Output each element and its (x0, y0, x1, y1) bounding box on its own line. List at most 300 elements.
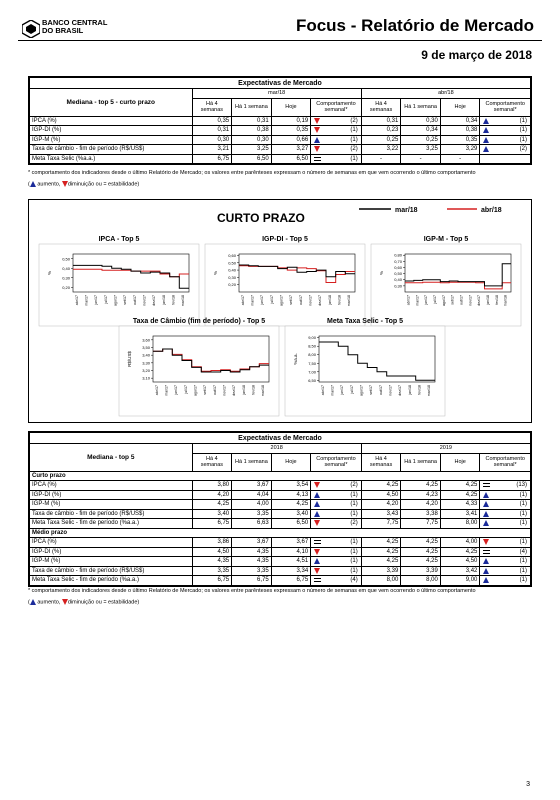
table-row (30, 557, 531, 567)
table-title: Expectativas de Mercado (30, 78, 531, 89)
chart-title: Taxa de Câmbio (fim de período) - Top 5 (132, 318, 266, 325)
plot-area (239, 254, 355, 292)
chart-title: IPCA - Top 5 (98, 236, 140, 243)
indicator-label: IGP-DI (%) (30, 547, 193, 557)
value-cell: - (401, 154, 441, 164)
table-row (30, 538, 531, 548)
x-tick-label: fev/18 (251, 385, 256, 395)
short-term-table (28, 76, 532, 165)
table-row (30, 509, 531, 519)
value-cell: 7,75 (401, 519, 441, 529)
indicator-label: IGP-M (%) (30, 135, 193, 145)
weekly-trend-cell: (1) (480, 490, 531, 500)
x-tick-label: mai/17 (84, 295, 89, 306)
x-tick-label: out/17 (212, 385, 217, 395)
value-cell: 0,30 (232, 135, 272, 145)
value-cell: 4,25 (440, 481, 480, 491)
indicator-label: IGP-DI (%) (30, 490, 193, 500)
weekly-trend-cell: (4) (311, 576, 362, 586)
x-tick-label: mar/18 (347, 295, 352, 307)
value-cell: 4,25 (401, 481, 441, 491)
value-cell: 3,34 (271, 566, 311, 576)
page-title: Focus - Relatório de Mercado (295, 16, 534, 35)
table-row (30, 145, 531, 155)
value-cell: 3,25 (232, 145, 272, 155)
y-tick-label: 0,40 (228, 267, 236, 273)
y-axis-label: R$/US$ (127, 351, 132, 367)
value-cell: 0,38 (440, 126, 480, 136)
weekly-trend-cell: (1) (311, 490, 362, 500)
value-cell: 6,75 (271, 576, 311, 586)
value-cell: 4,10 (271, 547, 311, 557)
charts-title: CURTO PRAZO (217, 211, 305, 225)
value-cell: 3,21 (192, 145, 232, 155)
table-row (30, 116, 531, 126)
value-cell: 4,25 (192, 500, 232, 510)
decrease-icon (314, 146, 320, 152)
table-row (30, 547, 531, 557)
weekly-trend-cell: (2) (311, 481, 362, 491)
table1-legend: ( aumento, diminuição ou = estabilidade) (28, 181, 140, 188)
indicator-label: IPCA (%) (30, 116, 193, 126)
x-tick-label: jun/17 (260, 295, 265, 305)
increase-icon (483, 492, 489, 498)
value-cell: 0,35 (440, 135, 480, 145)
value-cell: 0,34 (440, 116, 480, 126)
weekly-trend-cell: (1) (311, 126, 362, 136)
x-tick-label: abr/17 (320, 385, 325, 396)
value-cell: 4,25 (361, 547, 401, 557)
stable-icon (483, 550, 490, 554)
y-tick-label: 7,50 (308, 360, 316, 366)
value-cell: 0,35 (192, 116, 232, 126)
x-tick-label: dez/17 (318, 295, 323, 306)
column-header: Hoje (440, 98, 480, 116)
chart-title: IGP-DI - Top 5 (262, 236, 308, 243)
table-row (30, 490, 531, 500)
value-cell: 4,25 (440, 490, 480, 500)
value-cell: 4,25 (440, 547, 480, 557)
increase-icon (483, 511, 489, 517)
weekly-trend-cell: (1) (480, 116, 531, 126)
x-tick-label: abr/17 (74, 295, 79, 306)
weekly-trend-cell: (1) (480, 509, 531, 519)
weekly-trend-cell: (1) (480, 519, 531, 529)
x-tick-label: nov/17 (222, 385, 227, 396)
value-cell: 4,50 (440, 557, 480, 567)
x-tick-label: abr/17 (154, 385, 159, 396)
column-header: Comportamento semanal* (480, 453, 531, 471)
y-tick-label: 6,50 (308, 377, 316, 383)
y-tick-label: 3,40 (142, 352, 150, 358)
column-header: Comportamento semanal* (480, 98, 531, 116)
x-tick-label: jul/17 (183, 385, 188, 394)
value-cell: 3,39 (401, 566, 441, 576)
y-tick-label: 0,50 (62, 256, 70, 262)
x-tick-label: set/17 (203, 385, 208, 395)
increase-icon (314, 501, 320, 507)
value-cell: 0,66 (271, 135, 311, 145)
chart-title: Meta Taxa Selic - Top 5 (327, 318, 403, 325)
value-cell: 6,63 (232, 519, 272, 529)
weekly-trend-cell: (2) (311, 519, 362, 529)
value-cell: 6,75 (192, 154, 232, 164)
weekly-trend-cell: (1) (480, 126, 531, 136)
weekly-trend-cell: (1) (480, 557, 531, 567)
org-name-line2: DO BRASIL (42, 26, 84, 35)
value-cell: 7,75 (361, 519, 401, 529)
x-tick-label: out/17 (298, 295, 303, 305)
stable-icon (314, 157, 321, 161)
value-cell: 3,35 (192, 566, 232, 576)
value-cell: 3,80 (192, 481, 232, 491)
value-cell: 4,23 (401, 490, 441, 500)
value-cell: 4,25 (401, 547, 441, 557)
year-header: 2019 (361, 444, 530, 454)
x-tick-label: mai/17 (250, 295, 255, 306)
plot-area (153, 336, 269, 382)
x-tick-label: ago/17 (279, 295, 284, 306)
value-cell: 0,31 (192, 126, 232, 136)
x-tick-label: out/17 (378, 385, 383, 395)
y-tick-label: 9,00 (308, 335, 316, 341)
y-tick-label: 3,30 (142, 360, 150, 366)
value-cell: 3,43 (361, 509, 401, 519)
x-tick-label: mar/18 (181, 295, 186, 307)
indicator-label: IGP-DI (%) (30, 126, 193, 136)
x-tick-label: jan/18 (161, 295, 166, 305)
indicator-label: IPCA (%) (30, 538, 193, 548)
indicator-label: Taxa de câmbio - fim de período (R$/US$) (30, 145, 193, 155)
x-tick-label: jul/17 (432, 295, 437, 304)
value-cell: 4,25 (401, 557, 441, 567)
stable-icon (314, 578, 321, 582)
value-cell: 0,34 (401, 126, 441, 136)
column-header: Há 4 semanas (361, 453, 401, 471)
table1-footnote: * comportamento dos indicadores desde o último Relatório de Mercado; os valores entre parênteses expressam o número de semanas em que vem ocorrendo o último comportamento (28, 170, 476, 176)
indicator-label: IGP-M (%) (30, 500, 193, 510)
indicator-label: Meta Taxa Selic - fim de período (%a.a.) (30, 519, 193, 529)
weekly-trend-cell: (1) (311, 557, 362, 567)
column-header: Há 4 semanas (192, 453, 232, 471)
decrease-icon (314, 549, 320, 555)
y-tick-label: 0,30 (394, 283, 402, 289)
y-tick-label: 0,60 (394, 264, 402, 270)
value-cell: 0,35 (271, 126, 311, 136)
weekly-trend-cell: (2) (311, 145, 362, 155)
row-header: Mediana - top 5 - curto prazo (30, 89, 193, 117)
x-tick-label: ago/17 (113, 295, 118, 306)
value-cell: 4,35 (232, 557, 272, 567)
value-cell: 3,35 (232, 566, 272, 576)
weekly-trend-cell: (13) (480, 481, 531, 491)
x-tick-label: out/17 (459, 295, 464, 305)
period-header: mar/18 (192, 89, 361, 99)
weekly-trend-cell: (1) (311, 500, 362, 510)
table-row (30, 519, 531, 529)
weekly-trend-cell: (1) (311, 509, 362, 519)
y-tick-label: 3,10 (142, 375, 150, 381)
value-cell: 6,50 (232, 154, 272, 164)
indicator-label: Meta Taxa Selic (%a.a.) (30, 154, 193, 164)
value-cell: 3,38 (401, 509, 441, 519)
decrease-icon (314, 568, 320, 574)
x-tick-label: dez/17 (398, 385, 403, 396)
x-tick-label: out/17 (132, 295, 137, 305)
x-tick-label: set/17 (450, 295, 455, 305)
value-cell: 3,42 (440, 566, 480, 576)
value-cell: 0,23 (361, 126, 401, 136)
report-date: 9 de março de 2018 (421, 48, 532, 62)
x-tick-label: ago/17 (441, 295, 446, 306)
x-tick-label: dez/17 (477, 295, 482, 306)
table-row (30, 135, 531, 145)
increase-icon (483, 146, 489, 152)
medium-term-table (28, 431, 532, 587)
value-cell: 3,67 (232, 481, 272, 491)
value-cell: 4,00 (232, 500, 272, 510)
weekly-trend-cell: (2) (480, 145, 531, 155)
column-header: Há 1 semana (232, 453, 272, 471)
row-header: Mediana - top 5 (30, 444, 193, 472)
x-tick-label: fev/18 (417, 385, 422, 395)
value-cell: 3,67 (232, 538, 272, 548)
charts-panel (28, 199, 532, 423)
x-tick-label: ago/17 (359, 385, 364, 396)
value-cell: 6,75 (232, 576, 272, 586)
x-tick-label: abr/17 (406, 295, 411, 306)
x-tick-label: jan/18 (241, 385, 246, 395)
table-row (30, 500, 531, 510)
x-tick-label: ago/17 (193, 385, 198, 396)
value-cell: 3,54 (271, 481, 311, 491)
value-cell: 4,25 (361, 538, 401, 548)
y-tick-label: 0,70 (394, 258, 402, 264)
increase-icon (483, 501, 489, 507)
y-axis-label: % (47, 270, 52, 276)
column-header: Há 1 semana (401, 98, 441, 116)
value-cell: 4,00 (440, 538, 480, 548)
decrease-icon (483, 539, 489, 545)
value-cell: 6,75 (192, 576, 232, 586)
value-cell: 4,20 (401, 500, 441, 510)
decrease-icon (314, 520, 320, 526)
table-row (30, 576, 531, 586)
column-header: Comportamento semanal* (311, 98, 362, 116)
weekly-trend-cell: (1) (480, 135, 531, 145)
table-row (30, 481, 531, 491)
weekly-trend-cell: (1) (480, 566, 531, 576)
x-tick-label: mai/17 (415, 295, 420, 306)
column-header: Há 1 semana (401, 453, 441, 471)
x-tick-label: jan/18 (327, 295, 332, 305)
value-cell: 0,25 (361, 135, 401, 145)
indicator-label: IPCA (%) (30, 481, 193, 491)
page-number: 3 (526, 781, 530, 788)
x-tick-label: dez/17 (152, 295, 157, 306)
value-cell: 6,50 (271, 154, 311, 164)
x-tick-label: jul/17 (269, 295, 274, 304)
increase-icon (314, 511, 320, 517)
weekly-trend-cell: (4) (480, 547, 531, 557)
value-cell: 4,04 (232, 490, 272, 500)
stable-icon (483, 483, 490, 487)
x-tick-label: set/17 (123, 295, 128, 305)
value-cell: 3,41 (440, 509, 480, 519)
column-header: Hoje (271, 98, 311, 116)
x-tick-label: fev/18 (494, 295, 499, 305)
weekly-trend-cell: (1) (480, 576, 531, 586)
header-divider (18, 40, 542, 41)
table2-legend: ( aumento, diminuição ou = estabilidade) (28, 599, 140, 606)
y-tick-label: 3,60 (142, 337, 150, 343)
x-tick-label: set/17 (289, 295, 294, 305)
table-row (30, 126, 531, 136)
value-cell: 3,40 (271, 509, 311, 519)
x-tick-label: dez/17 (232, 385, 237, 396)
increase-icon (30, 599, 36, 605)
value-cell: 3,67 (271, 538, 311, 548)
legend-label-abr: abr/18 (481, 207, 502, 214)
year-header: 2018 (192, 444, 361, 454)
x-tick-label: jun/17 (424, 295, 429, 305)
column-header: Hoje (271, 453, 311, 471)
weekly-trend-cell: (1) (311, 566, 362, 576)
value-cell: 3,40 (192, 509, 232, 519)
value-cell: 3,35 (232, 509, 272, 519)
chart-title: IGP-M - Top 5 (423, 236, 469, 243)
x-tick-label: mar/18 (427, 385, 432, 397)
x-tick-label: mar/18 (261, 385, 266, 397)
increase-icon (314, 137, 320, 143)
legend-label-mar: mar/18 (395, 207, 418, 214)
org-name-line1: BANCO CENTRAL (42, 18, 108, 27)
period-header: abr/18 (361, 89, 530, 99)
stable-icon (314, 540, 321, 544)
column-header: Há 1 semana (232, 98, 272, 116)
value-cell: 4,35 (232, 547, 272, 557)
indicator-label: IGP-M (%) (30, 557, 193, 567)
x-tick-label: set/17 (369, 385, 374, 395)
section-label: Curto prazo (30, 471, 531, 481)
x-tick-label: fev/18 (171, 295, 176, 305)
value-cell: 4,25 (361, 481, 401, 491)
weekly-trend-cell: (1) (311, 547, 362, 557)
x-tick-label: mar/18 (503, 295, 508, 307)
table2-footnote: * comportamento dos indicadores desde o último Relatório de Mercado; os valores entre parênteses expressam o número de semanas em que vem ocorrendo o último comportamento (28, 588, 476, 594)
value-cell: 8,00 (361, 576, 401, 586)
value-cell: 8,00 (440, 519, 480, 529)
value-cell: 0,19 (271, 116, 311, 126)
value-cell: 4,25 (271, 500, 311, 510)
value-cell: 3,25 (401, 145, 441, 155)
y-tick-label: 0,50 (228, 260, 236, 266)
increase-icon (483, 558, 489, 564)
indicator-label: Taxa de câmbio - fim de período (R$/US$) (30, 509, 193, 519)
column-header: Há 4 semanas (192, 98, 232, 116)
value-cell: 4,50 (192, 547, 232, 557)
x-tick-label: fev/18 (337, 295, 342, 305)
decrease-icon (314, 127, 320, 133)
value-cell: - (440, 154, 480, 164)
bcb-emblem-icon (22, 20, 40, 38)
value-cell: 0,30 (192, 135, 232, 145)
column-header: Há 4 semanas (361, 98, 401, 116)
y-tick-label: 0,50 (394, 271, 402, 277)
table-row (30, 566, 531, 576)
weekly-trend-cell: (2) (311, 116, 362, 126)
weekly-trend-cell: (1) (311, 135, 362, 145)
x-tick-label: jan/18 (485, 295, 490, 305)
y-axis-label: % (379, 270, 384, 276)
decrease-icon (314, 118, 320, 124)
value-cell: 6,75 (192, 519, 232, 529)
y-tick-label: 0,30 (228, 274, 236, 280)
x-tick-label: nov/17 (468, 295, 473, 306)
x-tick-label: jan/18 (407, 385, 412, 395)
increase-icon (483, 568, 489, 574)
value-cell: 4,35 (192, 557, 232, 567)
weekly-trend-cell: (1) (311, 538, 362, 548)
x-tick-label: jul/17 (349, 385, 354, 394)
decrease-icon (314, 482, 320, 488)
indicator-label: Meta Taxa Selic - fim de período (%a.a.) (30, 576, 193, 586)
y-tick-label: 7,00 (308, 369, 316, 375)
value-cell: - (361, 154, 401, 164)
value-cell: 4,33 (440, 500, 480, 510)
increase-icon (483, 520, 489, 526)
y-tick-label: 0,20 (62, 284, 70, 290)
x-tick-label: jun/17 (174, 385, 179, 395)
value-cell: 0,31 (232, 116, 272, 126)
increase-icon (483, 137, 489, 143)
value-cell: 3,39 (361, 566, 401, 576)
value-cell: 4,25 (401, 538, 441, 548)
column-header: Hoje (440, 453, 480, 471)
y-tick-label: 0,40 (394, 277, 402, 283)
x-tick-label: jun/17 (340, 385, 345, 395)
value-cell: 0,38 (232, 126, 272, 136)
value-cell: 9,00 (440, 576, 480, 586)
y-tick-label: 8,50 (308, 343, 316, 349)
value-cell: 6,50 (271, 519, 311, 529)
increase-icon (314, 558, 320, 564)
section-label: Médio prazo (30, 528, 531, 538)
x-tick-label: jul/17 (103, 295, 108, 304)
table-row (30, 154, 531, 164)
increase-icon (30, 181, 36, 187)
x-tick-label: nov/17 (142, 295, 147, 306)
value-cell: 4,20 (361, 500, 401, 510)
y-tick-label: 0,80 (394, 252, 402, 258)
y-tick-label: 8,00 (308, 352, 316, 358)
weekly-trend-cell: (1) (480, 538, 531, 548)
column-header: Comportamento semanal* (311, 453, 362, 471)
y-tick-label: 0,30 (62, 275, 70, 281)
y-axis-label: %a.a. (293, 353, 298, 365)
y-tick-label: 0,20 (228, 282, 236, 288)
value-cell: 4,50 (361, 490, 401, 500)
value-cell: 3,27 (271, 145, 311, 155)
y-axis-label: % (213, 270, 218, 276)
value-cell: 4,25 (361, 557, 401, 567)
value-cell: 4,51 (271, 557, 311, 567)
x-tick-label: nov/17 (308, 295, 313, 306)
value-cell: 3,29 (440, 145, 480, 155)
charts-svg (29, 200, 531, 422)
y-tick-label: 0,40 (62, 265, 70, 271)
x-tick-label: mai/17 (164, 385, 169, 396)
